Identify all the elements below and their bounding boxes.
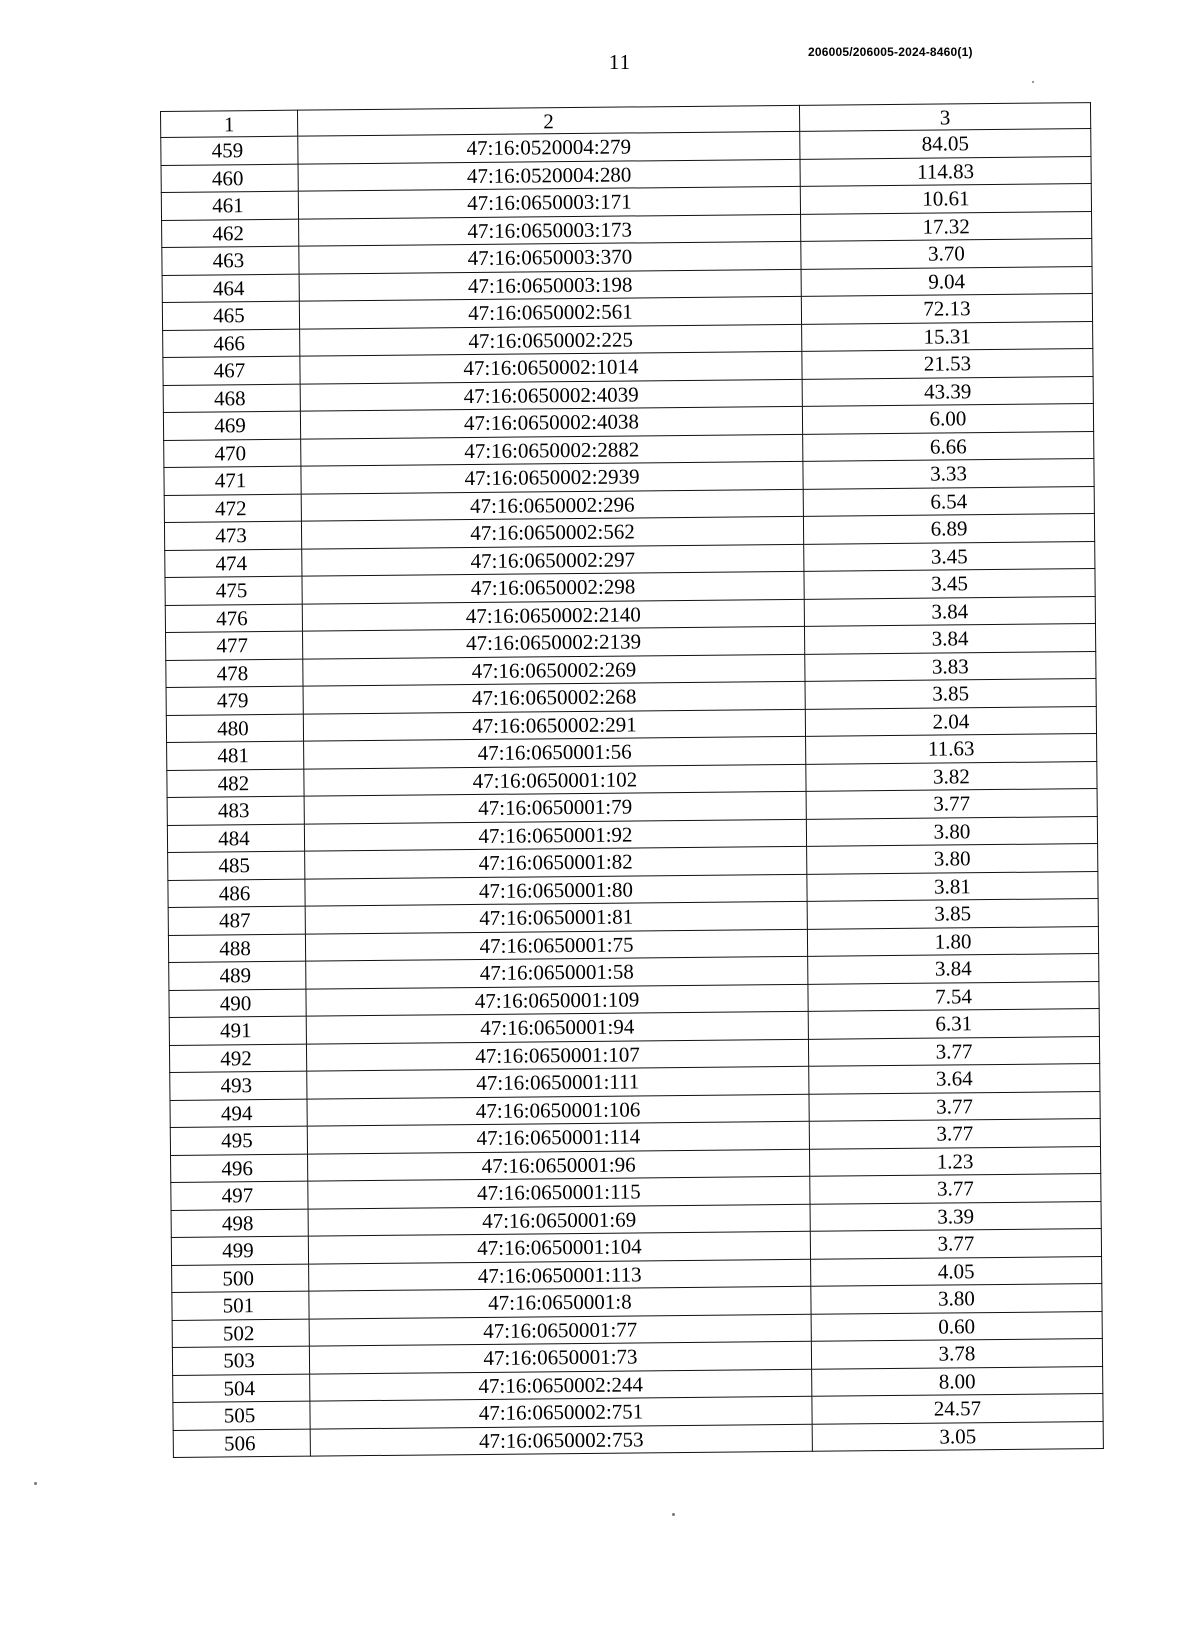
cell-cadastral-number: 47:16:0520004:280	[298, 159, 800, 191]
cell-number: 506	[173, 1429, 310, 1458]
cell-cadastral-number: 47:16:0650001:81	[305, 901, 807, 933]
cell-area: 6.54	[803, 486, 1094, 516]
cell-area: 3.85	[805, 679, 1096, 709]
column-header-1: 1	[161, 110, 298, 137]
data-table	[160, 102, 1104, 1458]
cell-number: 459	[161, 136, 298, 165]
scan-speck	[34, 1482, 37, 1485]
cell-number: 460	[161, 164, 298, 193]
cell-number: 498	[171, 1209, 308, 1238]
cell-number: 486	[168, 879, 305, 908]
cell-area: 1.23	[809, 1146, 1100, 1176]
cell-number: 485	[168, 851, 305, 880]
cell-cadastral-number: 47:16:0650002:298	[302, 571, 804, 603]
cell-cadastral-number: 47:16:0650003:173	[299, 214, 801, 246]
cell-area: 6.66	[803, 431, 1094, 461]
cell-number: 500	[172, 1264, 309, 1293]
cell-area: 3.77	[810, 1174, 1101, 1204]
cell-number: 495	[170, 1126, 307, 1155]
cell-area: 3.84	[804, 596, 1095, 626]
page-number: 11	[608, 50, 632, 74]
cell-area: 3.45	[804, 569, 1095, 599]
cell-area: 6.00	[802, 404, 1093, 434]
cell-area: 3.77	[809, 1091, 1100, 1121]
cell-area: 2.04	[805, 706, 1096, 736]
cell-number: 488	[168, 934, 305, 963]
cell-area: 3.77	[809, 1119, 1100, 1149]
cell-number: 465	[162, 301, 299, 330]
cell-cadastral-number: 47:16:0650002:753	[310, 1424, 812, 1456]
cell-area: 43.39	[802, 376, 1093, 406]
cell-number: 480	[166, 714, 303, 743]
cell-number: 464	[162, 274, 299, 303]
document-reference: 206005/206005-2024-8460(1)	[808, 45, 973, 59]
cell-area: 8.00	[812, 1366, 1103, 1396]
cell-area: 7.54	[808, 981, 1099, 1011]
cell-number: 466	[163, 329, 300, 358]
cell-area: 3.33	[803, 459, 1094, 489]
cell-number: 503	[172, 1346, 309, 1375]
cell-cadastral-number: 47:16:0650001:77	[309, 1314, 811, 1346]
cell-number: 463	[162, 246, 299, 275]
cell-number: 501	[172, 1291, 309, 1320]
cell-area: 4.05	[811, 1256, 1102, 1286]
cell-cadastral-number: 47:16:0650001:107	[306, 1039, 808, 1071]
cell-cadastral-number: 47:16:0650001:79	[304, 791, 806, 823]
cell-cadastral-number: 47:16:0650001:113	[309, 1259, 811, 1291]
cell-cadastral-number: 47:16:0650002:2882	[301, 434, 803, 466]
cell-number: 461	[161, 191, 298, 220]
cell-area: 24.57	[812, 1394, 1103, 1424]
cell-cadastral-number: 47:16:0650001:80	[305, 874, 807, 906]
cell-cadastral-number: 47:16:0650002:296	[301, 489, 803, 521]
cell-number: 502	[172, 1319, 309, 1348]
cell-number: 477	[166, 631, 303, 660]
cell-number: 478	[166, 659, 303, 688]
cell-cadastral-number: 47:16:0650002:225	[300, 324, 802, 356]
cell-cadastral-number: 47:16:0650001:94	[306, 1011, 808, 1043]
cell-cadastral-number: 47:16:0650002:4039	[300, 379, 802, 411]
cell-cadastral-number: 47:16:0650001:102	[304, 764, 806, 796]
cell-number: 462	[162, 219, 299, 248]
cell-number: 491	[169, 1016, 306, 1045]
cell-number: 473	[164, 521, 301, 550]
cell-cadastral-number: 47:16:0650002:269	[303, 654, 805, 686]
cell-cadastral-number: 47:16:0650002:4038	[300, 406, 802, 438]
cell-number: 487	[168, 906, 305, 935]
cell-cadastral-number: 47:16:0650001:75	[305, 929, 807, 961]
cell-cadastral-number: 47:16:0650002:2139	[302, 626, 804, 658]
cell-area: 9.04	[801, 266, 1092, 296]
scan-speck	[1032, 81, 1034, 83]
cell-area: 11.63	[806, 734, 1097, 764]
cell-cadastral-number: 47:16:0650002:561	[299, 296, 801, 328]
cell-number: 467	[163, 356, 300, 385]
cell-cadastral-number: 47:16:0650003:198	[299, 269, 801, 301]
cell-number: 472	[164, 494, 301, 523]
cell-area: 3.80	[807, 844, 1098, 874]
cell-number: 499	[171, 1236, 308, 1265]
cell-cadastral-number: 47:16:0650001:82	[305, 846, 807, 878]
cell-number: 493	[170, 1071, 307, 1100]
cell-cadastral-number: 47:16:0650002:291	[303, 709, 805, 741]
cell-area: 17.32	[801, 211, 1092, 241]
cell-number: 481	[167, 741, 304, 770]
cell-area: 3.81	[807, 871, 1098, 901]
cell-cadastral-number: 47:16:0520004:279	[298, 131, 800, 163]
cell-number: 483	[167, 796, 304, 825]
cell-cadastral-number: 47:16:0650001:73	[309, 1341, 811, 1373]
cell-number: 489	[169, 961, 306, 990]
column-header-2: 2	[297, 105, 799, 136]
cell-area: 10.61	[800, 184, 1091, 214]
table-container	[160, 102, 1103, 1458]
cell-area: 21.53	[802, 349, 1093, 379]
scan-speck	[672, 1513, 675, 1516]
cell-number: 471	[164, 466, 301, 495]
cell-area: 3.45	[804, 541, 1095, 571]
cell-cadastral-number: 47:16:0650001:109	[306, 984, 808, 1016]
cell-cadastral-number: 47:16:0650002:1014	[300, 351, 802, 383]
cell-number: 468	[163, 384, 300, 413]
cell-number: 497	[171, 1181, 308, 1210]
cell-number: 479	[166, 686, 303, 715]
cell-cadastral-number: 47:16:0650002:751	[310, 1396, 812, 1428]
cell-cadastral-number: 47:16:0650002:268	[303, 681, 805, 713]
cell-number: 504	[173, 1374, 310, 1403]
cell-cadastral-number: 47:16:0650002:562	[301, 516, 803, 548]
cell-cadastral-number: 47:16:0650001:106	[307, 1094, 809, 1126]
cell-area: 1.80	[807, 926, 1098, 956]
cell-cadastral-number: 47:16:0650002:2140	[302, 599, 804, 631]
cell-area: 3.82	[806, 761, 1097, 791]
cell-area: 3.39	[810, 1201, 1101, 1231]
cell-area: 3.84	[804, 624, 1095, 654]
cell-area: 3.85	[807, 899, 1098, 929]
cell-number: 492	[169, 1044, 306, 1073]
cell-area: 3.64	[809, 1064, 1100, 1094]
cell-area: 3.78	[811, 1339, 1102, 1369]
cell-number: 474	[165, 549, 302, 578]
cell-area: 72.13	[801, 294, 1092, 324]
cell-cadastral-number: 47:16:0650001:96	[308, 1149, 810, 1181]
cell-number: 482	[167, 769, 304, 798]
cell-area: 3.70	[801, 239, 1092, 269]
cell-cadastral-number: 47:16:0650001:104	[308, 1231, 810, 1263]
cell-area: 6.31	[808, 1009, 1099, 1039]
cell-area: 3.77	[808, 1036, 1099, 1066]
cell-number: 505	[173, 1401, 310, 1430]
cell-cadastral-number: 47:16:0650001:56	[304, 736, 806, 768]
cell-area: 15.31	[802, 321, 1093, 351]
cell-area: 3.80	[806, 816, 1097, 846]
cell-cadastral-number: 47:16:0650002:244	[310, 1369, 812, 1401]
cell-cadastral-number: 47:16:0650003:370	[299, 241, 801, 273]
cell-cadastral-number: 47:16:0650001:69	[308, 1204, 810, 1236]
cell-cadastral-number: 47:16:0650001:115	[308, 1176, 810, 1208]
cell-area: 3.80	[811, 1284, 1102, 1314]
cell-area: 6.89	[803, 514, 1094, 544]
cell-area: 3.83	[805, 651, 1096, 681]
cell-cadastral-number: 47:16:0650001:111	[307, 1066, 809, 1098]
cell-area: 114.83	[800, 156, 1091, 186]
cell-number: 475	[165, 576, 302, 605]
cell-number: 469	[163, 411, 300, 440]
cell-area: 3.84	[808, 954, 1099, 984]
table-body	[161, 129, 1104, 1458]
cell-area: 84.05	[800, 129, 1091, 159]
cell-area: 3.77	[810, 1229, 1101, 1259]
cell-cadastral-number: 47:16:0650003:171	[298, 186, 800, 218]
cell-cadastral-number: 47:16:0650002:297	[302, 544, 804, 576]
cell-cadastral-number: 47:16:0650002:2939	[301, 461, 803, 493]
cell-area: 0.60	[811, 1311, 1102, 1341]
cell-number: 496	[171, 1154, 308, 1183]
cell-number: 490	[169, 989, 306, 1018]
cell-number: 476	[165, 604, 302, 633]
cell-number: 494	[170, 1099, 307, 1128]
cell-number: 470	[164, 439, 301, 468]
cell-area: 3.77	[806, 789, 1097, 819]
cell-area: 3.05	[812, 1421, 1103, 1451]
cell-cadastral-number: 47:16:0650001:8	[309, 1286, 811, 1318]
cell-cadastral-number: 47:16:0650001:92	[304, 819, 806, 851]
cell-number: 484	[167, 824, 304, 853]
cell-cadastral-number: 47:16:0650001:58	[306, 956, 808, 988]
column-header-3: 3	[799, 103, 1090, 132]
cell-cadastral-number: 47:16:0650001:114	[307, 1121, 809, 1153]
